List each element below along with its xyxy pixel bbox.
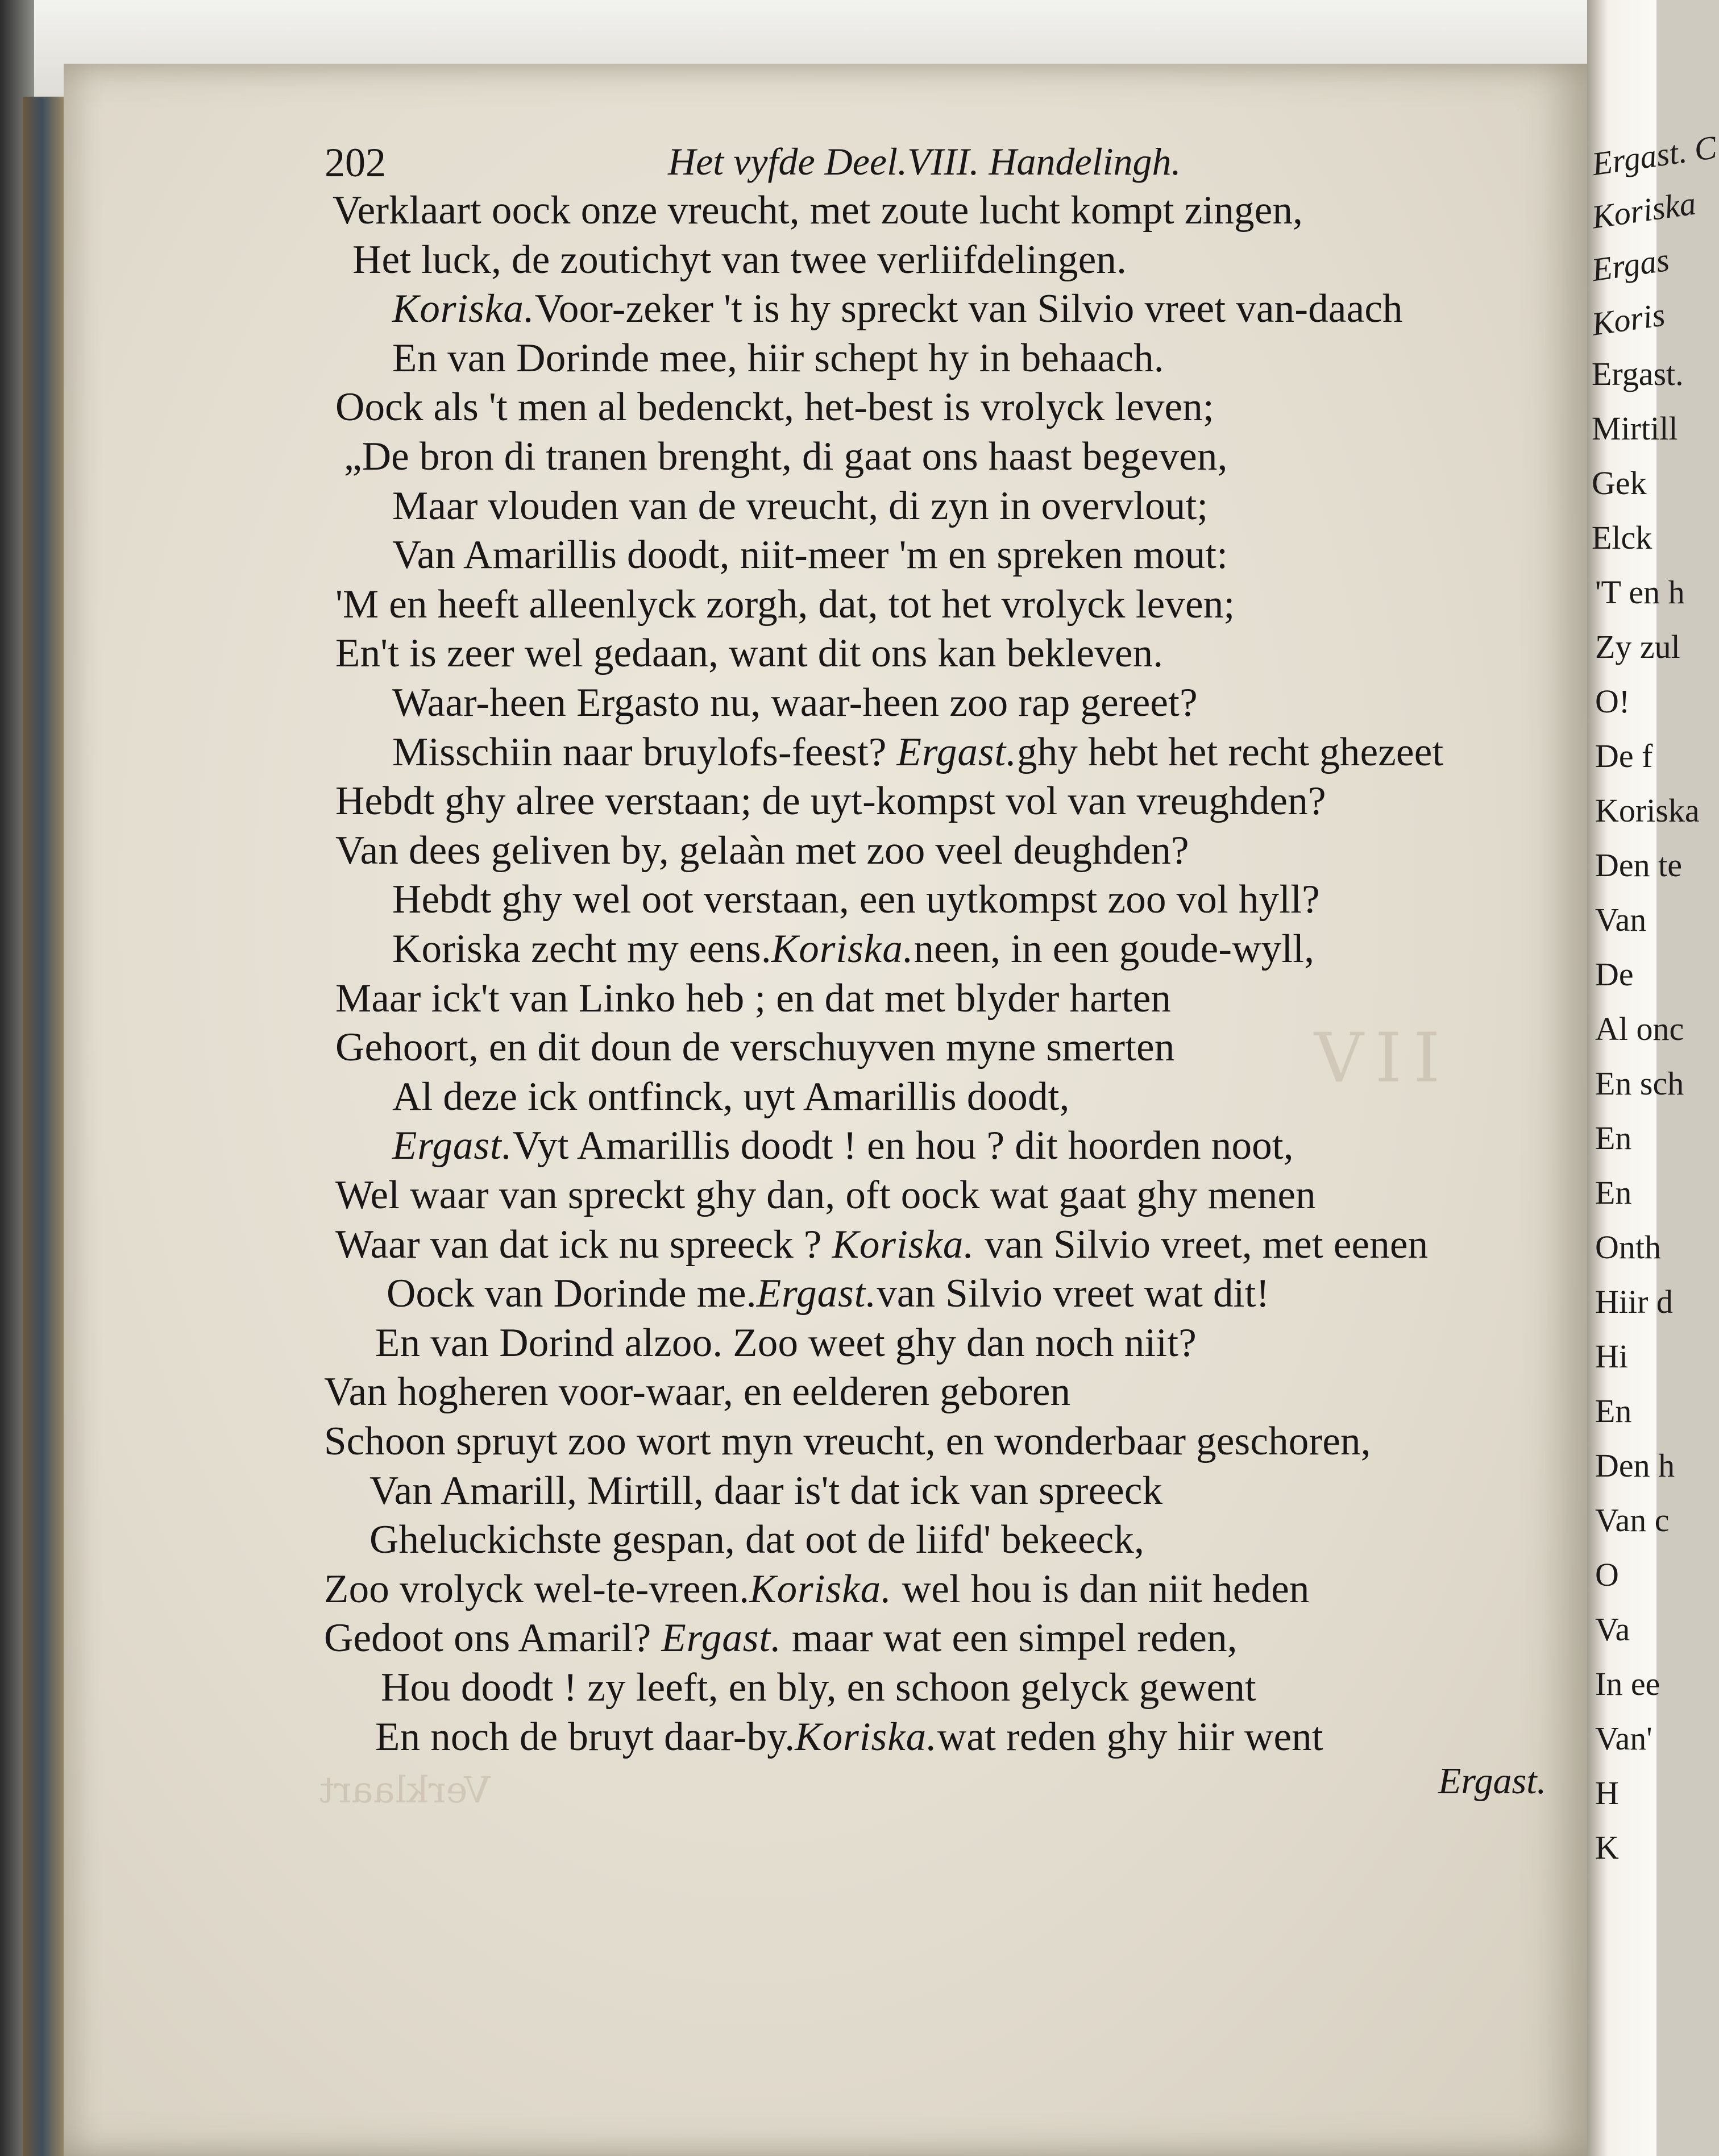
speaker-name: Koriska. (392, 287, 535, 331)
verse-line (392, 877, 1320, 923)
facing-page-fragment: In ee (1595, 1665, 1660, 1702)
speaker-name: Koriska. (749, 1567, 892, 1611)
verse-text: Van Amarillis doodt, niit-meer 'm en spreken mout: (392, 533, 1228, 577)
facing-page-fragment: K (1595, 1829, 1619, 1866)
verse-text: Waar van dat ick nu spreeck ? (335, 1222, 832, 1267)
verse-text: Hebdt ghy alree verstaan; de uyt-kompst vol van vreughden? (335, 779, 1326, 823)
facing-page-fragment: O (1595, 1556, 1619, 1593)
speaker-name: Ergast. (661, 1616, 782, 1660)
verse-text: Het luck, de zoutichyt van twee verliifdelingen. (352, 238, 1127, 282)
speaker-name: Koriska. (795, 1715, 937, 1759)
bleed-through-text: Verklaart (319, 1769, 491, 1811)
verse-text: Verklaart oock onze vreucht, met zoute lucht kompt zingen, (333, 188, 1303, 233)
page-number: 202 (325, 140, 386, 185)
verse-text: Van dees geliven by, gelaàn met zoo veel deughden? (335, 828, 1189, 873)
facing-page-fragment: Koriska (1589, 184, 1699, 236)
facing-page-fragment: H (1595, 1774, 1619, 1811)
facing-page-fragment: Koriska (1595, 792, 1700, 829)
verse-line (335, 384, 1214, 430)
facing-page-fragment: Koris (1589, 296, 1667, 343)
verse-text: Hou doodt ! zy leeft, en bly, en schoon gelyck gewent (381, 1665, 1256, 1710)
verse-text: neen, in een goude-wyll, (914, 927, 1315, 971)
verse-text: Gheluckichste gespan, dat oot de liifd' bekeeck, (369, 1518, 1145, 1562)
verse-line (335, 778, 1326, 824)
verse-text: Maar ick't van Linko heb ; en dat met blyder harten (335, 976, 1172, 1021)
verse-line (344, 434, 1228, 480)
verse-text: Al deze ick ontfinck, uyt Amarillis doodt, (392, 1075, 1070, 1119)
facing-page-fragment: Elck (1592, 519, 1652, 556)
facing-page-fragment: En sch (1595, 1065, 1684, 1102)
verse-text: Gedoot ons Amaril? (324, 1616, 662, 1660)
verse-text: En van Dorind alzoo. Zoo weet ghy dan noch niit? (375, 1321, 1197, 1365)
verse-text: Zoo vrolyck wel-te-vreen. (324, 1567, 750, 1611)
verse-text: wel hou is dan niit heden (891, 1567, 1310, 1611)
verse-line (392, 1074, 1070, 1120)
verse-text: Hebdt ghy wel oot verstaan, een uytkompst zoo vol hyll? (392, 877, 1320, 922)
verse-line (335, 1172, 1316, 1218)
catchword: Ergast. (1438, 1760, 1547, 1802)
verse-text: Waar-heen Ergasto nu, waar-heen zoo rap gereet? (392, 681, 1198, 725)
verse-text: van Silvio vreet wat dit! (877, 1271, 1270, 1316)
verse-text: wat reden ghy hiir went (937, 1715, 1323, 1759)
facing-page-fragment: Hiir d (1595, 1283, 1673, 1320)
verse-line (369, 1468, 1162, 1514)
page-header (325, 139, 1523, 190)
facing-page-fragment: Van' (1595, 1720, 1652, 1757)
verse-line (375, 1714, 1323, 1760)
verse-line (381, 1665, 1256, 1711)
verse-line (392, 1123, 1294, 1169)
verse-line (335, 1222, 1428, 1268)
verse-text: En noch de bruyt daar-by. (375, 1715, 795, 1759)
facing-page-fragment: Ergast. (1592, 355, 1684, 392)
verse-line (369, 1517, 1144, 1563)
facing-page-fragment: Ergas (1589, 241, 1672, 289)
verse-line (324, 1419, 1371, 1465)
facing-page-fragment: 'T en h (1595, 574, 1685, 611)
facing-page-fragment: Den te (1595, 847, 1682, 884)
verse-line (324, 1566, 1310, 1612)
verse-line (392, 926, 1314, 972)
facing-page-fragment: De (1595, 956, 1634, 993)
verse-text: Wel waar van spreckt ghy dan, oft oock wat gaat ghy menen (335, 1173, 1316, 1217)
facing-page-fragment: De f (1595, 737, 1653, 774)
verse-line (392, 483, 1208, 529)
facing-page-fragment: En (1595, 1174, 1632, 1211)
verse-line (335, 631, 1163, 677)
verse-text: maar wat een simpel reden, (781, 1616, 1238, 1660)
speaker-name: Koriska. (832, 1222, 975, 1267)
verse-line (324, 1615, 1238, 1661)
verse-text: Vyt Amarillis doodt ! en hou ? dit hoorden noot, (512, 1123, 1294, 1168)
speaker-name: Ergast. (756, 1271, 877, 1316)
verse-line (335, 582, 1235, 628)
facing-page-fragment: Hi (1595, 1338, 1628, 1375)
verse-text: Van hogheren voor-waar, en eelderen geboren (324, 1370, 1071, 1414)
verse-line (392, 532, 1228, 578)
verse-text: Schoon spruyt zoo wort myn vreucht, en wonderbaar geschoren, (324, 1419, 1371, 1463)
verse-text: Oock van Dorinde me. (387, 1271, 757, 1316)
verse-text: Maar vlouden van de vreucht, di zyn in overvlout; (392, 484, 1209, 528)
verse-line (335, 976, 1171, 1022)
verse-text: Oock als 't men al bedenckt, het-best is vrolyck leven; (335, 385, 1214, 429)
verse-text: ghy hebt het recht ghezeet (1017, 730, 1444, 774)
verse-line (387, 1271, 1269, 1317)
facing-page-fragment: Den h (1595, 1447, 1675, 1484)
facing-page-fragment: Va (1595, 1611, 1630, 1648)
verse-line (324, 1369, 1070, 1415)
verse-text: En't is zeer wel gedaan, want dit ons kan bekleven. (335, 631, 1164, 675)
verse-line (333, 188, 1303, 234)
facing-page-fragment: Mirtill (1592, 410, 1678, 447)
verse-text: En van Dorinde mee, hiir schept hy in behaach. (392, 336, 1164, 380)
speaker-name: Ergast. (896, 730, 1018, 774)
verse-line (392, 729, 1443, 776)
facing-page-fragment: Gek (1592, 465, 1647, 501)
facing-page-fragment: O! (1595, 683, 1630, 720)
verse-text: Van Amarill, Mirtill, daar is't dat ick van spreeck (369, 1469, 1163, 1513)
verse-line (392, 680, 1198, 726)
facing-page-fragment: Ergast. C (1589, 128, 1719, 183)
verse-line (335, 828, 1189, 874)
facing-page-fragment: Van c (1595, 1502, 1670, 1539)
facing-page-fragment: Al onc (1595, 1010, 1684, 1047)
verse-text: Koriska zecht my eens. (392, 927, 771, 971)
facing-page-fragment: En (1595, 1120, 1632, 1156)
speaker-name: Koriska. (771, 927, 914, 971)
verse-line (392, 335, 1164, 382)
verse-line (375, 1320, 1197, 1366)
verse-line (335, 1025, 1175, 1071)
facing-page-fragment: Zy zul (1595, 628, 1680, 665)
verse-text: Gehoort, en dit doun de verschuyven myne smerten (335, 1025, 1175, 1069)
facing-page-fragment: Van (1595, 901, 1647, 938)
verse-text: Voor-zeker 't is hy spreckt van Silvio vreet van-daach (534, 287, 1403, 331)
verse-line (392, 286, 1403, 332)
verse-text: Misschiin naar bruylofs-feest? (392, 730, 897, 774)
verse-line (352, 237, 1127, 283)
running-head: Het vyfde Deel.VIII. Handelingh. (668, 140, 1181, 183)
bleed-through-text: VII (1314, 1019, 1452, 1098)
facing-page-fragment: Onth (1595, 1229, 1661, 1266)
verse-text: „De bron di tranen brenght, di gaat ons haast begeven, (344, 434, 1228, 479)
speaker-name: Ergast. (392, 1123, 513, 1168)
verse-text: van Silvio vreet, met eenen (974, 1222, 1429, 1267)
facing-page-fragment: En (1595, 1392, 1632, 1429)
verse-text: 'M en heeft alleenlyck zorgh, dat, tot het vrolyck leven; (335, 582, 1235, 627)
book-page-right-edge (1587, 0, 1719, 2156)
